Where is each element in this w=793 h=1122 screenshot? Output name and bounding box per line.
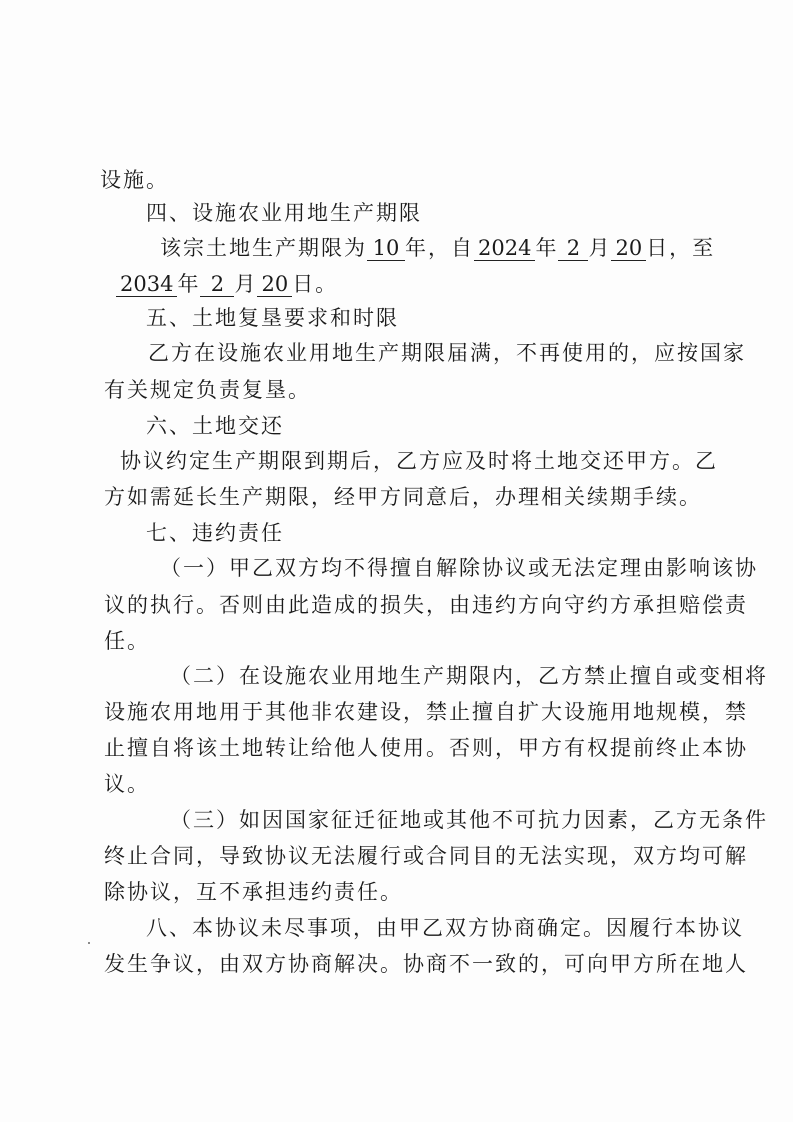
section-heading-reclamation: 五、土地复垦要求和时限 xyxy=(146,306,399,330)
filled-blank-start-year: 2024 xyxy=(474,238,535,261)
text-line: 协议约定生产期限到期后，乙方应及时将土地交还甲方。乙 xyxy=(120,449,718,473)
filled-blank-years: 10 xyxy=(367,238,405,261)
text-line: 除协议，互不承担违约责任。 xyxy=(104,880,403,904)
text-line: （一）甲乙双方均不得擅自解除协议或无法定理由影响该协 xyxy=(160,556,758,580)
text-fragment: 月 xyxy=(234,272,258,296)
text-line: 止擅自将该土地转让给他人使用。否则，甲方有权提前终止本协 xyxy=(104,736,748,760)
text-fragment: 年 xyxy=(177,272,201,296)
text-line: 任。 xyxy=(104,629,150,653)
text-line: 议。 xyxy=(104,772,150,796)
section-heading-land-return: 六、土地交还 xyxy=(146,414,284,438)
filled-blank-end-day: 20 xyxy=(257,274,292,297)
filled-blank-start-day: 20 xyxy=(611,238,646,261)
section-heading-misc: 八、本协议未尽事项，由甲乙双方协商确定。因履行本协议 xyxy=(146,916,744,940)
filled-blank-end-year: 2034 xyxy=(116,274,177,297)
text-fragment: 日。 xyxy=(292,272,339,296)
text-line: 有关规定负责复垦。 xyxy=(104,378,311,402)
text-fragment: 年，自 xyxy=(405,236,474,260)
filled-blank-end-month: 2 xyxy=(200,274,234,297)
text-fragment: 年 xyxy=(535,236,559,260)
text-line: 终止合同，导致协议无法履行或合同目的无法实现，双方均可解 xyxy=(104,844,748,868)
text-line: 设施农用地用于其他非农建设，禁止擅自扩大设施用地规模，禁 xyxy=(104,700,748,724)
section-heading-production-period: 四、设施农业用地生产期限 xyxy=(146,201,422,225)
text-line: （三）如因国家征迁征地或其他不可抗力因素，乙方无条件 xyxy=(170,808,768,832)
text-line: 乙方在设施农业用地生产期限届满，不再使用的，应按国家 xyxy=(148,341,746,365)
text-line-production-period-end xyxy=(116,274,338,297)
text-fragment: 该宗土地生产期限为 xyxy=(160,236,367,260)
section-heading-breach: 七、违约责任 xyxy=(146,521,284,545)
filled-blank-start-month: 2 xyxy=(558,238,588,261)
text-line: 方如需延长生产期限，经甲方同意后，办理相关续期手续。 xyxy=(104,485,702,509)
text-fragment: 日，至 xyxy=(646,236,716,260)
text-line-production-period xyxy=(160,238,715,261)
text-line: 议的执行。否则由此造成的损失，由违约方向守约方承担赔偿责 xyxy=(104,593,748,617)
scan-speck xyxy=(88,942,90,944)
text-line: 设施。 xyxy=(100,168,169,192)
text-fragment: 月 xyxy=(588,236,612,260)
text-line: 发生争议，由双方协商解决。协商不一致的，可向甲方所在地人 xyxy=(104,952,748,976)
text-line: （二）在设施农业用地生产期限内，乙方禁止擅自或变相将 xyxy=(170,664,768,688)
